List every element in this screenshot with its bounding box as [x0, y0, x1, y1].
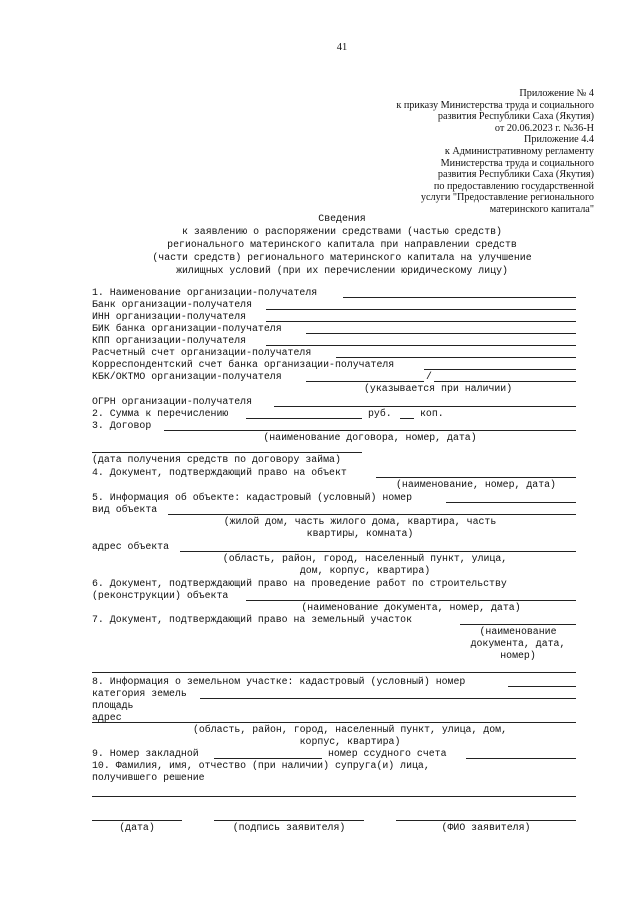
annex-line: Приложение № 4 — [519, 88, 594, 99]
object-type-caption: (жилой дом, часть жилого дома, квартира, часть — [223, 516, 497, 527]
doc-land-caption: номер) — [500, 650, 536, 661]
object-info-label: 5. Информация об объекте: кадастровый (условный) номер — [92, 492, 413, 503]
sign-signature-input-line[interactable] — [214, 820, 364, 821]
sign-date-caption: (дата) — [119, 822, 155, 833]
doc-right-caption: (наименование, номер, дата) — [395, 479, 556, 490]
kbk-note: (указывается при наличии) — [364, 383, 513, 394]
land-category-label: категория земель — [92, 688, 187, 699]
annex-line: развития Республики Саха (Якутия) — [437, 169, 594, 181]
annex-line: услуги "Предоставление регионального — [420, 192, 594, 204]
doc-works-caption: (наименование документа, номер, дата) — [301, 602, 521, 613]
heading-line: (части средств) регионального материнского капитала на улучшение — [152, 252, 532, 263]
doc-right-input-line[interactable] — [376, 477, 576, 478]
doc-land-input-line[interactable] — [460, 624, 576, 625]
sign-date-input-line[interactable] — [92, 820, 182, 821]
contract-label: 3. Договор — [92, 420, 152, 431]
page-number: 41 — [336, 42, 348, 53]
annex-line: к приказу Министерства труда и социального — [396, 99, 594, 111]
land-address-caption: корпус, квартира) — [299, 736, 401, 747]
inn-label: ИНН организации-получателя — [92, 311, 247, 322]
land-info-label: 8. Информация о земельном участке: кадастровый (условный) номер — [92, 676, 466, 687]
heading-line: регионального материнского капитала при направлении средств — [167, 239, 517, 250]
bik-label: БИК банка организации-получателя — [92, 323, 282, 334]
mortgage-input-line[interactable] — [214, 758, 322, 759]
spouse-label: получившего решение — [92, 772, 205, 783]
account-label: Расчетный счет организации-получателя — [92, 347, 312, 358]
sum-kop-input-line[interactable] — [400, 418, 414, 419]
loan-account-input-line[interactable] — [466, 758, 576, 759]
corr-account-input-line[interactable] — [424, 369, 576, 370]
sign-signature-caption: (подпись заявителя) — [232, 822, 346, 833]
kbk-label: КБК/ОКТМО организации-получателя — [92, 371, 282, 382]
annex-line: от 20.06.2023 г. №36-Н — [494, 122, 594, 134]
annex-line: Приложение 4.4 — [524, 134, 594, 146]
object-address-caption: дом, корпус, квартира) — [299, 565, 431, 576]
corr-account-label: Корреспондентский счет банка организации-получателя — [92, 359, 395, 370]
doc-land-caption: документа, дата, — [470, 638, 566, 649]
document-heading — [92, 212, 592, 277]
annex-line: по предоставлению государственной — [433, 180, 594, 192]
sum-rub-label: руб. — [368, 408, 392, 419]
org-name-input-line[interactable] — [343, 297, 576, 298]
annex-line: материнского капитала" — [489, 203, 594, 215]
heading-line: к заявлению о распоряжении средствами (частью средств) — [181, 226, 502, 237]
sum-label: 2. Сумма к перечислению — [92, 408, 229, 419]
doc-land-extra-input-line[interactable] — [92, 672, 576, 673]
kbk-input-line[interactable] — [306, 381, 424, 382]
doc-works-label: (реконструкции) объекта — [92, 590, 229, 601]
annex-line: Министерства труда и социального — [440, 157, 594, 169]
spouse-input-line[interactable] — [92, 796, 576, 797]
contract-caption: (наименование договора, номер, дата) — [263, 432, 477, 443]
heading-title: Сведения — [318, 213, 366, 224]
land-address-label: адрес — [92, 712, 122, 723]
doc-right-label: 4. Документ, подтверждающий право на объект — [92, 467, 347, 478]
inn-input-line[interactable] — [266, 321, 576, 322]
sign-name-caption: (ФИО заявителя) — [441, 822, 531, 833]
kpp-label: КПП организации-получателя — [92, 335, 247, 346]
land-number-input-line[interactable] — [508, 686, 576, 687]
annex-line: развития Республики Саха (Якутия) — [437, 111, 594, 123]
doc-works-input-line[interactable] — [246, 600, 576, 601]
object-number-input-line[interactable] — [446, 502, 576, 503]
sign-name-input-line[interactable] — [396, 820, 576, 821]
loan-date-input-line[interactable] — [92, 452, 362, 453]
loan-account-label: номер ссудного счета — [328, 748, 447, 759]
land-category-input-line[interactable] — [200, 698, 576, 699]
ogrn-input-line[interactable] — [274, 406, 576, 407]
object-address-label: адрес объекта — [92, 541, 170, 552]
contract-input-line[interactable] — [164, 430, 576, 431]
bik-input-line[interactable] — [306, 333, 576, 334]
ogrn-label: ОГРН организации-получателя — [92, 396, 253, 407]
doc-land-label: 7. Документ, подтверждающий право на земельный участок — [92, 614, 413, 625]
kbk-separator: / — [426, 371, 432, 382]
kpp-input-line[interactable] — [266, 345, 576, 346]
land-address-input-line[interactable] — [130, 722, 576, 723]
org-name-label: 1. Наименование организации-получателя — [92, 287, 318, 298]
doc-land-caption: (наименование — [479, 626, 557, 637]
loan-date-caption: (дата получения средств по договору займа) — [92, 454, 341, 465]
annex-block — [294, 88, 594, 216]
doc-works-label: 6. Документ, подтверждающий право на проведение работ по строительству — [92, 578, 507, 589]
sum-kop-label: коп. — [420, 408, 444, 419]
bank-input-line[interactable] — [266, 309, 576, 310]
object-address-caption: (область, район, город, населенный пункт, улица, — [222, 553, 508, 564]
oktmo-input-line[interactable] — [434, 381, 576, 382]
object-type-caption: квартиры, комната) — [306, 528, 414, 539]
object-type-input-line[interactable] — [168, 514, 576, 515]
sum-rub-input-line[interactable] — [246, 418, 362, 419]
land-area-label: площадь — [92, 700, 134, 711]
mortgage-label: 9. Номер закладной — [92, 748, 199, 759]
object-address-input-line[interactable] — [180, 551, 576, 552]
spouse-label: 10. Фамилия, имя, отчество (при наличии) супруга(и) лица, — [92, 760, 430, 771]
bank-label: Банк организации-получателя — [92, 299, 253, 310]
account-input-line[interactable] — [336, 357, 576, 358]
heading-line: жилищных условий (при их перечислении юридическому лицу) — [176, 265, 508, 276]
object-type-label: вид объекта — [92, 504, 158, 515]
land-address-caption: (область, район, город, населенный пункт, улица, дом, — [192, 724, 508, 735]
annex-line: к Административному регламенту — [444, 145, 594, 157]
